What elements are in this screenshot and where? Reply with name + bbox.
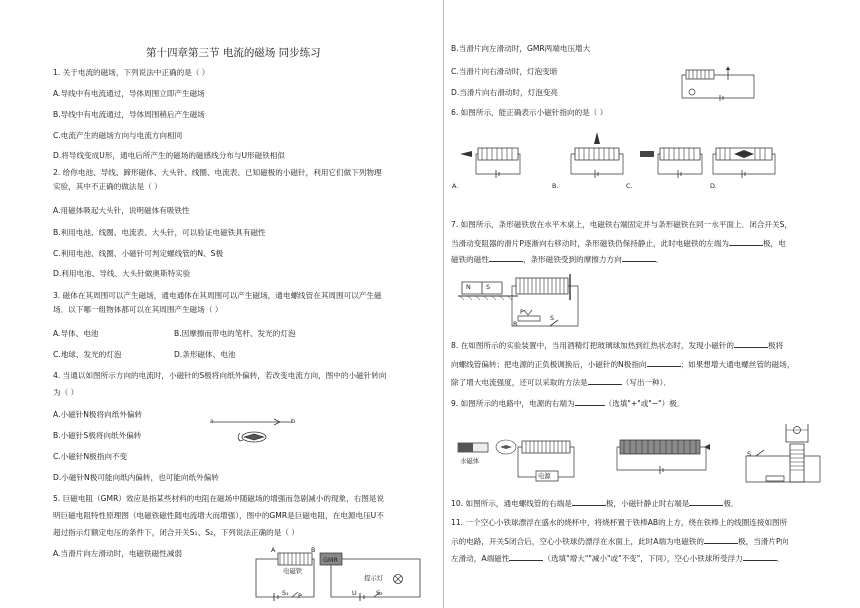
q11-line3: 左滑动，A端磁性 （选填"增大""减小"或"不变"，下同），空心小铁球所受浮力 ． [451,554,785,563]
q8-line1: 8. 在如图所示的实验装置中，当用酒精灯把玻璃球加热到红热状态时，发现小磁针的 极将 [451,341,784,350]
q5-option-b: B.当滑片向左滑动时，GMR两端电压增大 [451,44,591,53]
q6-label-c: C. [626,182,633,190]
q5-stem-line2: 明巨磁电阻特性原理图（电磁铁磁性随电流增大而增强），图中的GMR是巨磁电阻，在电源电压U不 [53,511,384,520]
q7-line2: 当滑动变阻器的滑片P逐渐向右移动时，条形磁铁仍保持静止，此时电磁铁的左端为 极，电 [451,239,786,248]
q8-line3: 除了增大电流强度，还可以采取的方法是 （写出一种）． [451,378,672,387]
q10-blank-1[interactable] [572,497,606,506]
q10-blank-2[interactable] [689,497,723,506]
q4-label-a: a [210,417,214,425]
column-divider [443,0,444,608]
q7-line1: 7. 如图所示，条形磁铁放在水平木桌上，电磁铁右端固定并与条形磁铁在同一水平面上．闭合开关S， [451,220,793,229]
q8-line2: 向螺线管偏转；把电源的正负极调换后，小磁针的N极指向 ；如果想增大通电螺丝管的磁场， [451,360,795,369]
q5-label-a: A [271,546,276,554]
q10-figure [616,436,716,476]
q1-stem: 1. 关于电流的磁场，下列说法中正确的是（ ） [53,68,210,77]
q5-label-electromagnet: 电磁铁 [283,567,303,575]
q9-label-magnet: 水磁体 [460,457,480,465]
q1-option-d: D.将导线变成U形，通电后所产生的磁场的磁感线分布与U形磁铁相似 [53,151,285,160]
q8-blank-3[interactable] [588,376,622,385]
q8-blank-2[interactable] [647,358,681,367]
q7-figure [458,272,588,330]
q3-option-b: B.因摩擦而带电的笔杆、发光的灯泡 [174,329,296,338]
q8-blank-1[interactable] [734,339,768,348]
q5-option-a: A.当滑片向左滑动时，电磁铁磁性减弱 [53,549,182,558]
q5-label-b: B [311,546,316,554]
q5-label-u: U [352,589,357,597]
q9-label-power: 电源 [538,472,551,480]
q4-stem-line1: 4. 当通以如图所示方向的电流时，小磁针的S极将向纸外偏转，若改变电流方向，图中的小磁针转向 [53,371,387,380]
q6-figure-c [636,134,706,180]
q7-label-s: S [486,283,491,291]
q5-label-s2: S₂ [376,589,383,597]
q6-figure-b [567,130,627,180]
q9-line1: 9. 如图所示的电路中，电源的右端为 （选填"+"或"−"）极． [451,399,685,408]
q5-label-p: P [298,592,302,600]
q3-option-c: C.地球、发光的灯泡 [53,350,122,359]
q5-option-c: C.当滑片向右滑动时，灯泡变暗 [451,67,558,76]
q6-label-a: A. [452,182,459,190]
q2-option-c: C.利用电池、线圈、小磁针可判定螺线管的N、S极 [53,249,224,258]
q1-option-a: A.导线中有电流通过，导体周围立即产生磁场 [53,89,205,98]
q7-blank-1[interactable] [729,237,763,246]
q2-option-a: A.用磁体吸起大头针，说明磁体有吸铁性 [53,206,190,215]
q2-stem-line2: 实验，其中不正确的做法是（ ） [53,182,162,191]
q4-option-b: B.小磁针S极将向纸外偏转 [53,431,142,440]
q6-label-d: D. [710,182,717,190]
q7-blank-2[interactable] [489,253,523,262]
q3-option-d: D.条形磁体、电池 [174,350,236,359]
q11-blank-3[interactable] [743,552,777,561]
q7-label-switch: S [550,314,555,322]
q5-label-lamp: 提示灯 [364,574,384,582]
q2-option-b: B.利用电池、线圈、电流表、大头针，可以验证电磁铁具有磁性 [53,228,266,237]
q3-stem-line1: 3. 磁体在其周围可以产生磁场，通电通体在其周围可以产生磁场，通电螺线管在其周围可以产生磁 [53,291,382,300]
q5-stem-line3: 超过指示灯额定电压的条件下，闭合开关S₁、S₂，下列说法正确的是（ ） [53,528,299,537]
q4-label-b: b [291,417,296,425]
q9-blank-1[interactable] [575,397,605,406]
q2-stem-line1: 2. 给你电池、导线、蹄形磁体、大头针、线圈、电流表、已知磁极的小磁针，利用它们做下列物理 [53,168,382,177]
q4-option-d: D.小磁针N极可能向纸内偏转，也可能向纸外偏转 [53,473,219,482]
q4-stem-line2: 为（ ） [53,388,79,397]
q4-option-a: A.小磁针N极将向纸外偏转 [53,410,143,419]
q10-text: 10. 如图所示，通电螺线管的右端是 极，小磁针静止时右端是 极． [451,499,739,508]
q2-option-d: D.利用电池、导线、大头针做奥斯特实验 [53,269,191,278]
q5-gmr-circuit-figure [248,545,428,607]
q4-option-c: C.小磁针N极指向不变 [53,452,128,461]
q1-option-c: C.电流产生的磁场方向与电流方向相同 [53,131,183,140]
q6-label-b: B. [552,182,559,190]
q11-blank-2[interactable] [509,552,543,561]
q4-wire-figure [210,413,300,449]
q3-stem-line2: 场．以下哪一组物体都可以在其周围产生磁场（ ） [53,305,223,314]
q7-line3: 磁铁的磁性 ，条形磁铁受到的摩擦力方向 ． [451,255,664,264]
q5-stem-line1: 5. 巨磁电阻（GMR）效应是指某些材料的电阻在磁场中随磁场的增强而急剧减小的现象，右图是说 [53,494,385,503]
q7-label-r: R [513,320,518,328]
q5-label-s1: S₁ [282,589,289,597]
q3-option-a: A.导体、电池 [53,329,99,338]
q11-line2: 示的电路，开关S闭合后，空心小铁球仍漂浮在水面上，此时A端为电磁铁的 极，当滑片P向 [451,537,789,546]
q7-label-p: P [520,308,524,316]
q5-small-coil-figure [680,66,760,102]
q7-label-n: N [466,283,471,291]
q1-option-b: B.导线中有电流通过，导体周围稍后产生磁场 [53,110,205,119]
q11-line1: 11. 一个空心小铁球漂浮在盛水的烧杯中，将烧杯置于铁棒AB的上方，绕在铁棒上的线圈连接如图所 [451,518,788,527]
q6-stem: 6. 如图所示，能正确表示小磁针指向的是（ ） [451,108,608,117]
q11-blank-1[interactable] [704,535,738,544]
q5-option-d: D.当滑片向右滑动时，灯泡变亮 [451,88,558,97]
q6-figure-a [458,134,528,180]
page-title: 第十四章第三节 电流的磁场 同步练习 [146,47,321,59]
q6-figure-d [710,134,780,180]
q7-blank-3[interactable] [622,253,656,262]
q5-label-gmr: GMR [323,556,338,564]
q11-label-switch: S [747,450,752,458]
